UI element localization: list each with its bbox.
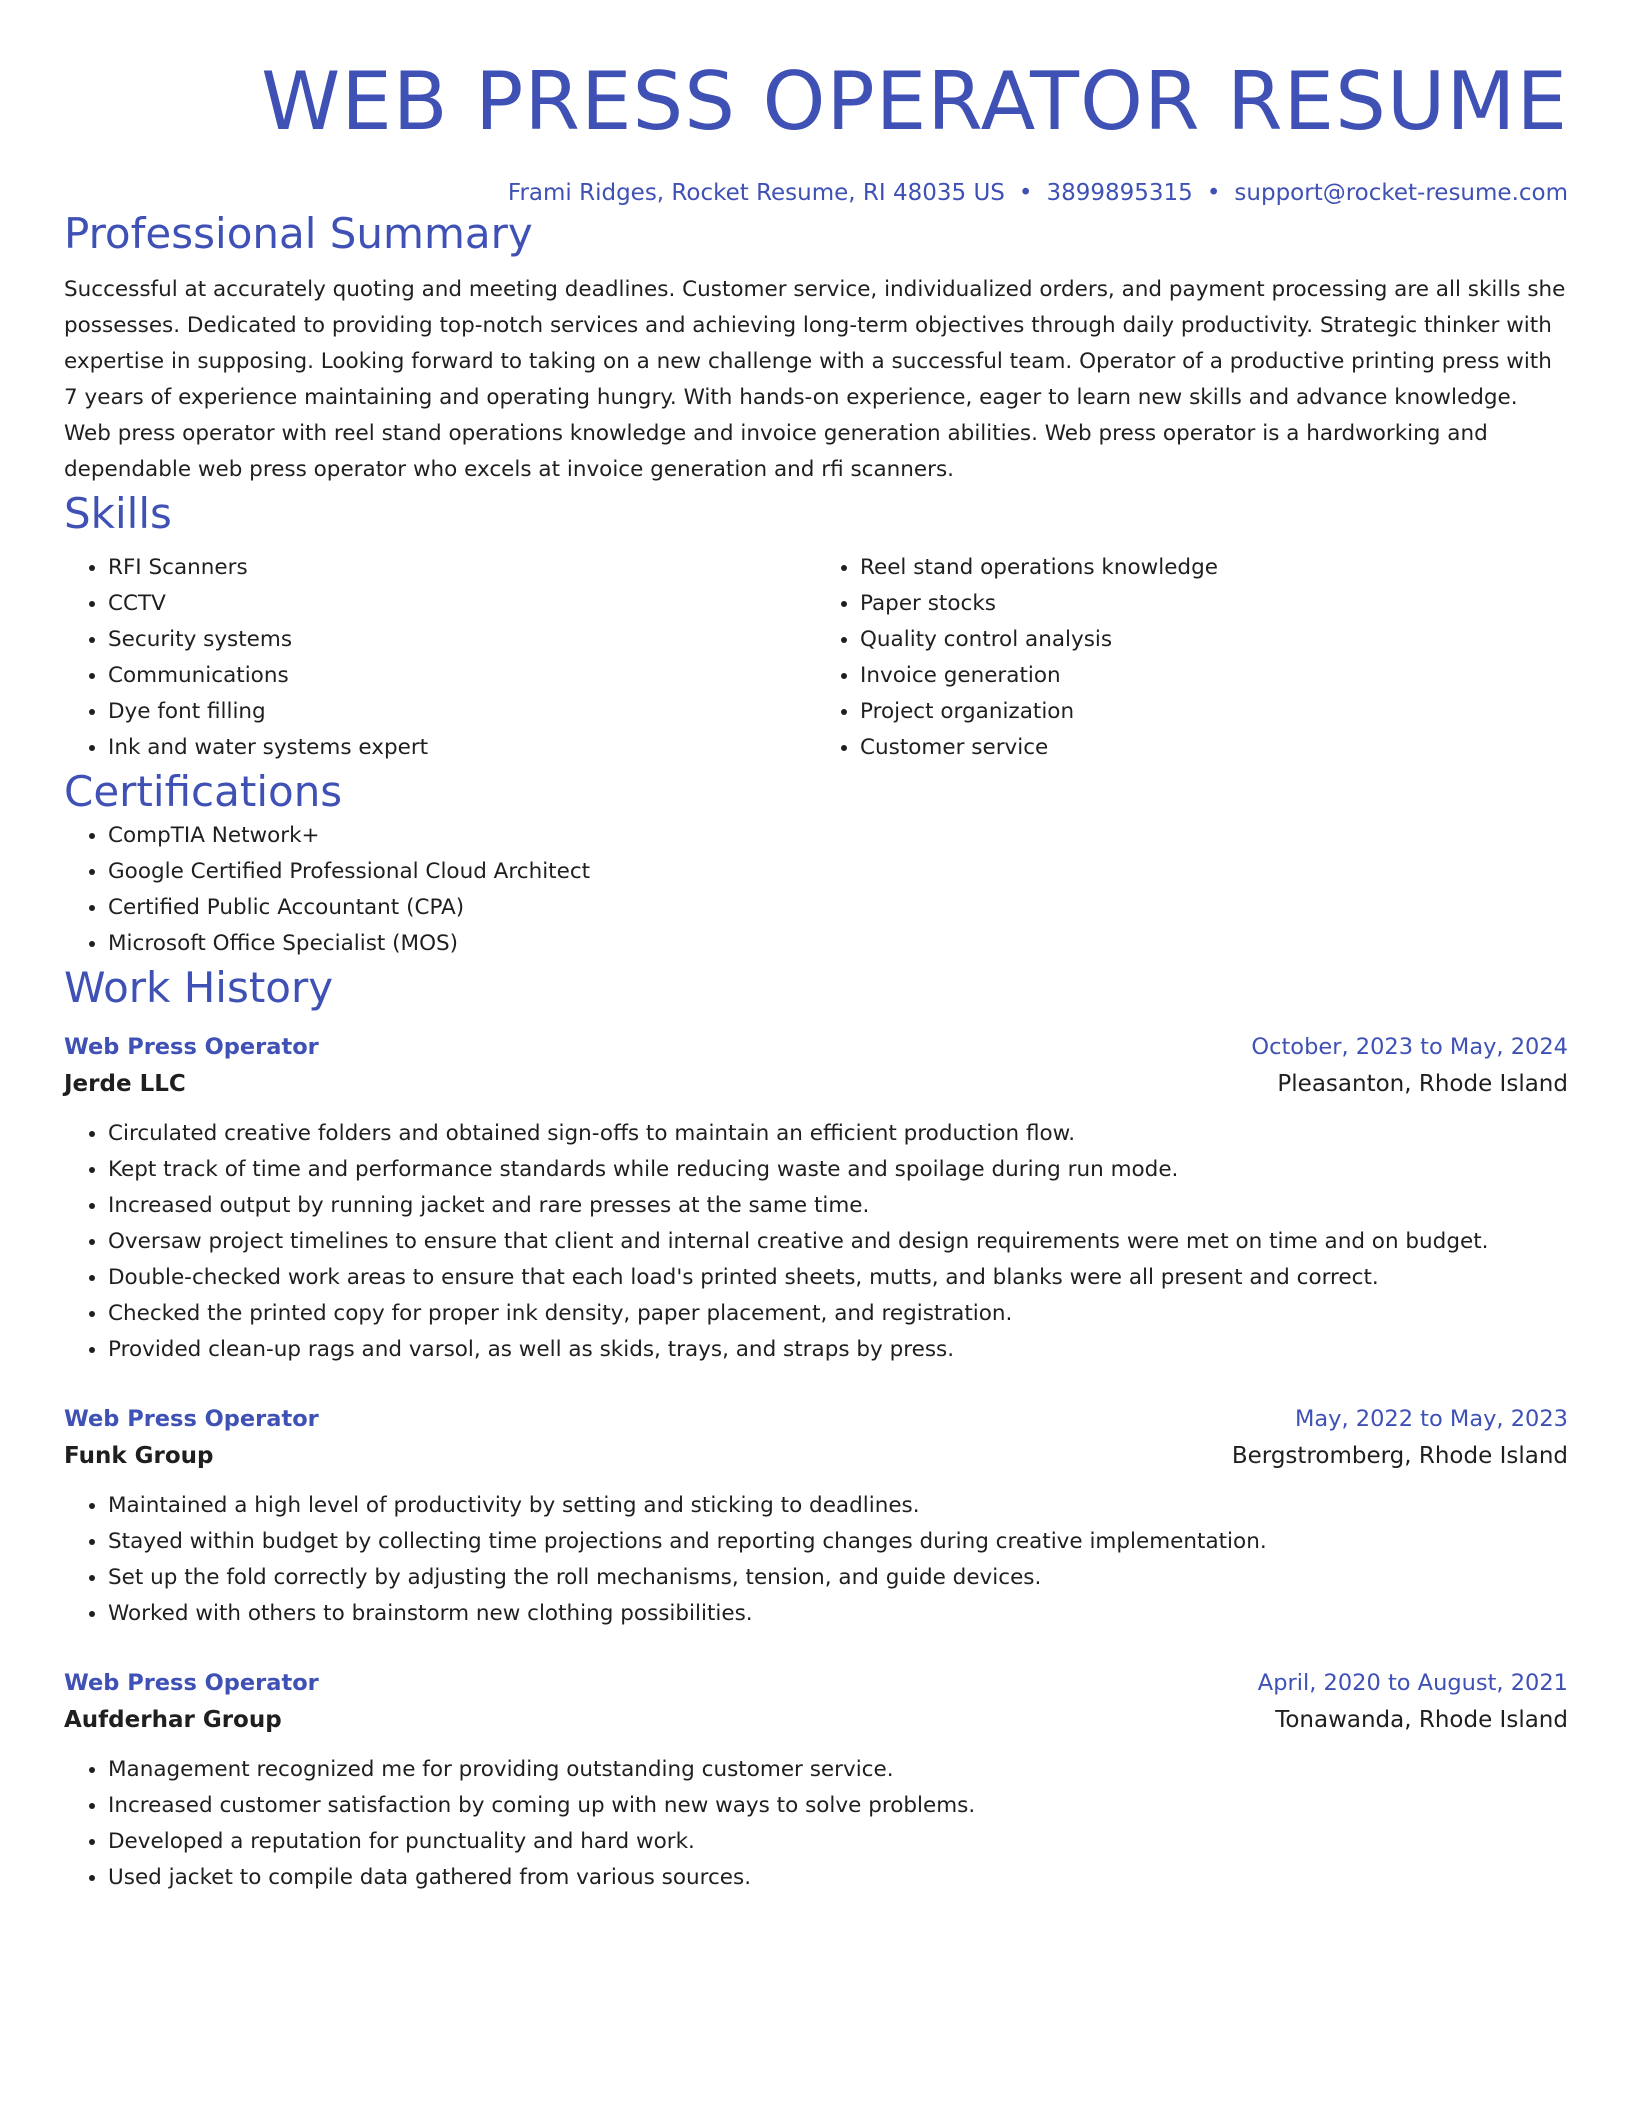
job-entry bbox=[64, 1402, 1568, 1632]
work-history-heading: Work History bbox=[64, 963, 334, 1012]
job-bullet: • Provided clean-up rags and varsol, as well as skids, trays, and straps by press. bbox=[108, 1332, 1568, 1368]
summary-heading: Professional Summary bbox=[64, 209, 533, 258]
contact-separator: • bbox=[1018, 180, 1033, 206]
skills-heading: Skills bbox=[64, 489, 172, 538]
job-bullet: • Increased customer satisfaction by coming up with new ways to solve problems. bbox=[108, 1788, 1568, 1824]
contact-email[interactable]: support@rocket-resume.com bbox=[1234, 180, 1568, 206]
job-entry bbox=[64, 1666, 1568, 1896]
job-bullet: • Increased output by running jacket and rare presses at the same time. bbox=[108, 1188, 1568, 1224]
skills-list-right bbox=[816, 550, 1568, 766]
job-bullet: • Used jacket to compile data gathered from various sources. bbox=[108, 1860, 1568, 1896]
job-bullet: • Double-checked work areas to ensure that each load's printed sheets, mutts, and blanks were all present and correct. bbox=[108, 1260, 1568, 1296]
skills-columns bbox=[64, 550, 1568, 766]
resume-title: WEB PRESS OPERATOR RESUME bbox=[261, 55, 1568, 148]
contact-phone: 3899895315 bbox=[1046, 180, 1193, 206]
skill-item: • Customer service bbox=[860, 730, 1568, 766]
job-entry bbox=[64, 1030, 1568, 1368]
skill-item: • RFI Scanners bbox=[108, 550, 816, 586]
job-location: Pleasanton, Rhode Island bbox=[1277, 1071, 1568, 1097]
job-bullet: • Management recognized me for providing outstanding customer service. bbox=[108, 1752, 1568, 1788]
job-bullet: • Maintained a high level of productivity by setting and sticking to deadlines. bbox=[108, 1488, 1568, 1524]
job-company: Funk Group bbox=[64, 1443, 214, 1469]
job-title: Web Press Operator bbox=[64, 1406, 319, 1432]
contact-line bbox=[64, 178, 1568, 208]
job-location: Bergstromberg, Rhode Island bbox=[1231, 1443, 1568, 1469]
job-dates: May, 2022 to May, 2023 bbox=[1294, 1406, 1568, 1432]
certification-item: • Microsoft Office Specialist (MOS) bbox=[108, 926, 1568, 962]
job-company: Jerde LLC bbox=[64, 1071, 186, 1097]
skill-item: • CCTV bbox=[108, 586, 816, 622]
job-bullets bbox=[64, 1488, 1568, 1632]
skill-item: • Ink and water systems expert bbox=[108, 730, 816, 766]
job-bullets bbox=[64, 1752, 1568, 1896]
contact-address: Frami Ridges, Rocket Resume, RI 48035 US bbox=[507, 180, 1005, 206]
resume-page bbox=[64, 0, 1568, 1896]
job-location: Tonawanda, Rhode Island bbox=[1275, 1707, 1568, 1733]
skill-item: • Communications bbox=[108, 658, 816, 694]
job-bullet: • Stayed within budget by collecting time projections and reporting changes during creative implementation. bbox=[108, 1524, 1568, 1560]
job-bullet: • Oversaw project timelines to ensure that client and internal creative and design requirements were met on time and on budget. bbox=[108, 1224, 1568, 1260]
certification-item: • CompTIA Network+ bbox=[108, 818, 1568, 854]
job-bullet: • Circulated creative folders and obtained sign-offs to maintain an efficient production flow. bbox=[108, 1116, 1568, 1152]
job-bullet: • Kept track of time and performance standards while reducing waste and spoilage during run mode. bbox=[108, 1152, 1568, 1188]
summary-text: Successful at accurately quoting and meeting deadlines. Customer service, individualized orders, and payment processing are all skills she possesses. Dedicated to providing top-notch services and achieving long-term objectives through daily productivity. Strategic thinker with expertise in supposing. Looking forward to taking on a new challenge with a successful team. Operator of a productive printing press with 7 years of experience maintaining and operating hungry. With hands-on experience, eager to learn new skills and advance knowledge. Web press operator with reel stand operations knowledge and invoice generation abilities. Web press operator is a hardworking and dependable web press operator who excels at invoice generation and rfi scanners. bbox=[64, 277, 1566, 482]
certification-item: • Google Certified Professional Cloud Architect bbox=[108, 854, 1568, 890]
skill-item: • Quality control analysis bbox=[860, 622, 1568, 658]
job-dates: April, 2020 to August, 2021 bbox=[1257, 1670, 1568, 1696]
job-bullets bbox=[64, 1116, 1568, 1368]
job-bullet: • Checked the printed copy for proper ink density, paper placement, and registration. bbox=[108, 1296, 1568, 1332]
skill-item: • Dye font filling bbox=[108, 694, 816, 730]
skill-item: • Project organization bbox=[860, 694, 1568, 730]
job-company: Aufderhar Group bbox=[64, 1707, 282, 1733]
skill-item: • Reel stand operations knowledge bbox=[860, 550, 1568, 586]
job-title: Web Press Operator bbox=[64, 1034, 319, 1060]
job-bullet: • Developed a reputation for punctuality and hard work. bbox=[108, 1824, 1568, 1860]
certifications-list bbox=[64, 818, 1568, 962]
certification-item: • Certified Public Accountant (CPA) bbox=[108, 890, 1568, 926]
skill-item: • Paper stocks bbox=[860, 586, 1568, 622]
certifications-heading: Certifications bbox=[64, 767, 343, 816]
contact-separator: • bbox=[1206, 180, 1221, 206]
skill-item: • Security systems bbox=[108, 622, 816, 658]
skill-item: • Invoice generation bbox=[860, 658, 1568, 694]
job-dates: October, 2023 to May, 2024 bbox=[1251, 1034, 1568, 1060]
job-bullet: • Worked with others to brainstorm new clothing possibilities. bbox=[108, 1596, 1568, 1632]
skills-list-left bbox=[64, 550, 816, 766]
job-bullet: • Set up the fold correctly by adjusting the roll mechanisms, tension, and guide devices. bbox=[108, 1560, 1568, 1596]
job-title: Web Press Operator bbox=[64, 1670, 319, 1696]
